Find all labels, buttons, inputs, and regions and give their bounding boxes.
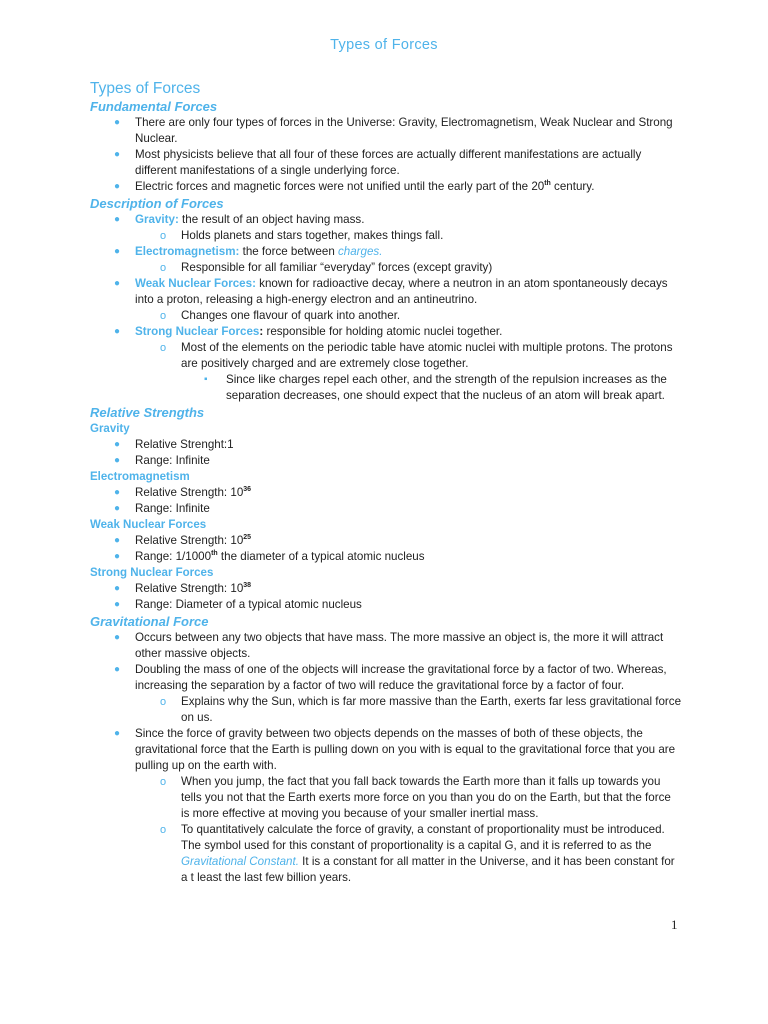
list-item: ● Relative Strength: $10^{25}$ (114, 534, 252, 547)
hollow-bullet-icon: o (160, 824, 167, 836)
bullet-icon: ● (114, 535, 121, 546)
list-item: ● Relative Strenght:1 (114, 438, 234, 451)
list-item: ● Since the force of gravity between two objects depends on the masses of both of these objects, the gravitational force that the Earth is pulling down on you with is equal to the gravitational force that you are pulling up on the earth with. (114, 727, 676, 772)
bullet-icon: ● (114, 632, 121, 643)
term-strong-nuclear: Strong Nuclear Forces (135, 325, 260, 338)
fundamental-forces-heading: Fundamental Forces (90, 99, 218, 114)
sub-item: o When you jump, the fact that you fall back towards the Earth more than it falls up towards you tells you not that the Earth exerts more force on you than you do on the Earth, but that the force is more effective at moving you because of your smaller inertial mass. (160, 775, 671, 820)
bullet-icon: ● (114, 664, 121, 675)
gravity-strength-list (90, 437, 682, 469)
bullet-icon: ● (114, 214, 121, 225)
sub-item: o Holds planets and stars together, makes things fall. (160, 229, 444, 242)
electromagnetism-subheading: Electromagnetism (90, 471, 190, 483)
list-item: ● Relative Strength: $10^{38}$ (114, 582, 252, 595)
description-list (90, 212, 682, 404)
list-item: ● Range: Infinite (114, 454, 210, 467)
list-item-gravity: ● Gravity: the result of an object having mass. (114, 213, 365, 226)
list-item-weak-nuclear: ● Weak Nuclear Forces: known for radioactive decay, where a neutron in an atom spontaneously decays into a proton, releasing a high-energy electron and an antineutrino. (114, 277, 668, 306)
hollow-bullet-icon: o (160, 230, 167, 242)
list-item: ● Most physicists believe that all four of these forces are actually different manifestations are actually different manifestations of a single underlying force. (114, 148, 642, 177)
list-item: ● Relative Strength: $10^{36}$ (114, 486, 252, 499)
list-item: ● Occurs between any two objects that have mass. The more massive an object is, the more it will attract other massive objects. (114, 631, 664, 660)
term-gravity: Gravity: (135, 213, 179, 226)
strong-nuclear-subheading: Strong Nuclear Forces (90, 567, 214, 579)
fundamental-forces-list (90, 115, 682, 195)
list-item: ● Electric forces and magnetic forces were not unified until the early part of the 20th century. (114, 180, 595, 193)
term-weak-nuclear: Weak Nuclear Forces: (135, 277, 256, 290)
weak-nuclear-subheading: Weak Nuclear Forces (90, 519, 207, 531)
list-item: ● Range: Diameter of a typical atomic nucleus (114, 598, 362, 611)
term-electromagnetism: Electromagnetism: (135, 245, 240, 258)
sub-item: o To quantitatively calculate the force of gravity, a constant of proportionality must be introduced. The symbol used for this constant of proportionality is a capital G, and it is referred to as the Gravitational Constant. It is a constant for all matter in the Universe, and it has been constant for a t least the last few billion years. (160, 823, 675, 884)
bullet-icon: ● (114, 439, 121, 450)
list-item: ● Range: 1/1000th the diameter of a typical atomic nucleus (114, 550, 425, 563)
sub-item: o Responsible for all familiar “everyday” forces (except gravity) (160, 261, 493, 274)
charges-link[interactable]: charges. (337, 245, 383, 258)
gravitational-constant-link[interactable]: Gravitational Constant. (181, 855, 299, 868)
bullet-icon: ● (114, 583, 121, 594)
list-item: ● There are only four types of forces in the Universe: Gravity, Electromagnetism, Weak Nuclear and Strong Nuclear. (114, 116, 673, 145)
square-bullet-icon: ▪ (204, 374, 208, 385)
bullet-icon: ● (114, 278, 121, 289)
page-number: 1 (671, 917, 678, 932)
gravity-subheading: Gravity (90, 423, 130, 435)
description-heading: Description of Forces (90, 196, 224, 211)
document-body (90, 80, 682, 886)
bullet-icon: ● (114, 455, 121, 466)
gravitational-force-list (90, 630, 682, 886)
sub-item: o Explains why the Sun, which is far more massive than the Earth, exerts far less gravitational force on us. (160, 695, 682, 724)
page-title: Types of Forces (330, 37, 438, 53)
em-strength-list (90, 485, 682, 517)
list-item: ● Doubling the mass of one of the objects will increase the gravitational force by a factor of two. Whereas, increasing the separation by a factor of two will reduce the gravitational force by a factor of four. (114, 663, 667, 692)
hollow-bullet-icon: o (160, 342, 167, 354)
sub-item: o Most of the elements on the periodic table have atomic nuclei with multiple protons. The protons are positively charged and are extremely close together. (160, 341, 673, 370)
bullet-icon: ● (114, 599, 121, 610)
hollow-bullet-icon: o (160, 776, 167, 788)
sub-sub-item: ▪ Since like charges repel each other, and the strength of the repulsion increases as the separation decreases, one should expect that the nucleus of an atom will break apart. (204, 373, 667, 402)
bullet-icon: ● (114, 728, 121, 739)
strong-strength-list (90, 581, 682, 613)
hollow-bullet-icon: o (160, 696, 167, 708)
list-item: ● Range: Infinite (114, 502, 210, 515)
list-item-strong-nuclear: ● Strong Nuclear Forces: responsible for holding atomic nuclei together. (114, 325, 503, 338)
hollow-bullet-icon: o (160, 262, 167, 274)
section-heading: Types of Forces (90, 80, 201, 97)
relative-strengths-heading: Relative Strengths (90, 405, 205, 420)
bullet-icon: ● (114, 503, 121, 514)
sub-item: o Changes one flavour of quark into another. (160, 309, 401, 322)
weak-strength-list (90, 533, 682, 565)
bullet-icon: ● (114, 149, 121, 160)
hollow-bullet-icon: o (160, 310, 167, 322)
list-item-electromagnetism: ● Electromagnetism: the force between charges. (114, 245, 383, 258)
bullet-icon: ● (114, 181, 121, 192)
bullet-icon: ● (114, 117, 121, 128)
bullet-icon: ● (114, 246, 121, 257)
gravitational-force-heading: Gravitational Force (90, 614, 209, 629)
bullet-icon: ● (114, 551, 121, 562)
bullet-icon: ● (114, 326, 121, 337)
bullet-icon: ● (114, 487, 121, 498)
